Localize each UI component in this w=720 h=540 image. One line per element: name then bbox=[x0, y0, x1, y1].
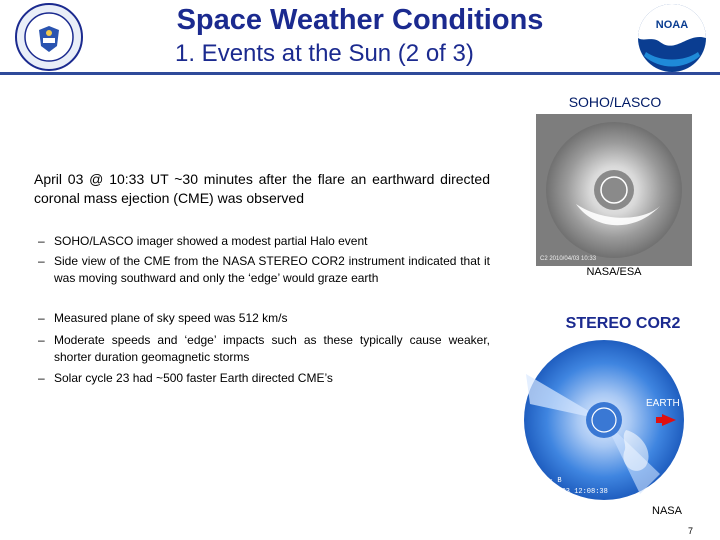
page-number: 7 bbox=[688, 526, 694, 536]
bullet-marker: – bbox=[38, 254, 45, 268]
stereo-mission-logo-icon bbox=[665, 487, 675, 497]
list-item bbox=[38, 233, 490, 250]
bullet-marker: – bbox=[38, 234, 45, 248]
soho-timestamp: C2 2010/04/03 10:33 bbox=[540, 256, 597, 262]
soho-lasco-image bbox=[536, 114, 692, 266]
bullet-text: Side view of the CME from the NASA STEREO COR2 instrument indicated that it was moving southward and only the ‘edge’ would graze earth bbox=[54, 254, 490, 285]
stereo-stamp-line1: COR2 - B bbox=[528, 477, 562, 485]
header-rule bbox=[0, 72, 720, 75]
page-subtitle: 1. Events at the Sun (2 of 3) bbox=[175, 40, 474, 67]
stereo-cor2-label: STEREO COR2 bbox=[565, 315, 681, 332]
noaa-logo bbox=[636, 2, 708, 74]
stereo-stamp-line2: 2010/04/03 12:08:38 bbox=[528, 488, 608, 496]
bullet-text: Measured plane of sky speed was 512 km/s bbox=[54, 311, 288, 325]
bullet-text: SOHO/LASCO imager showed a modest partial Halo event bbox=[54, 234, 368, 248]
soho-lasco-label: SOHO/LASCO bbox=[568, 94, 662, 110]
noaa-logo-text: NOAA bbox=[655, 19, 689, 31]
earth-label: EARTH bbox=[646, 398, 680, 409]
bullet-marker: – bbox=[38, 371, 45, 385]
intro-paragraph: April 03 @ 10:33 UT ~30 minutes after the flare an earthward directed coronal mass ejection (CME) was observed bbox=[34, 171, 490, 206]
bullet-text: Moderate speeds and ‘edge’ impacts such as these typically cause weaker, shorter duration geomagnetic storms bbox=[54, 333, 490, 364]
stereo-credit: NASA bbox=[652, 505, 682, 517]
list-item bbox=[38, 332, 490, 366]
bullet-marker: – bbox=[38, 333, 45, 347]
bullet-text: Solar cycle 23 had ~500 faster Earth directed CME’s bbox=[54, 371, 333, 385]
list-item bbox=[38, 253, 490, 287]
bullet-marker: – bbox=[38, 311, 45, 325]
soho-credit: NASA/ESA bbox=[586, 266, 642, 278]
list-item bbox=[38, 310, 490, 327]
list-item bbox=[38, 370, 490, 387]
page-title: Space Weather Conditions bbox=[176, 4, 544, 36]
stereo-cor2-image bbox=[520, 334, 688, 502]
